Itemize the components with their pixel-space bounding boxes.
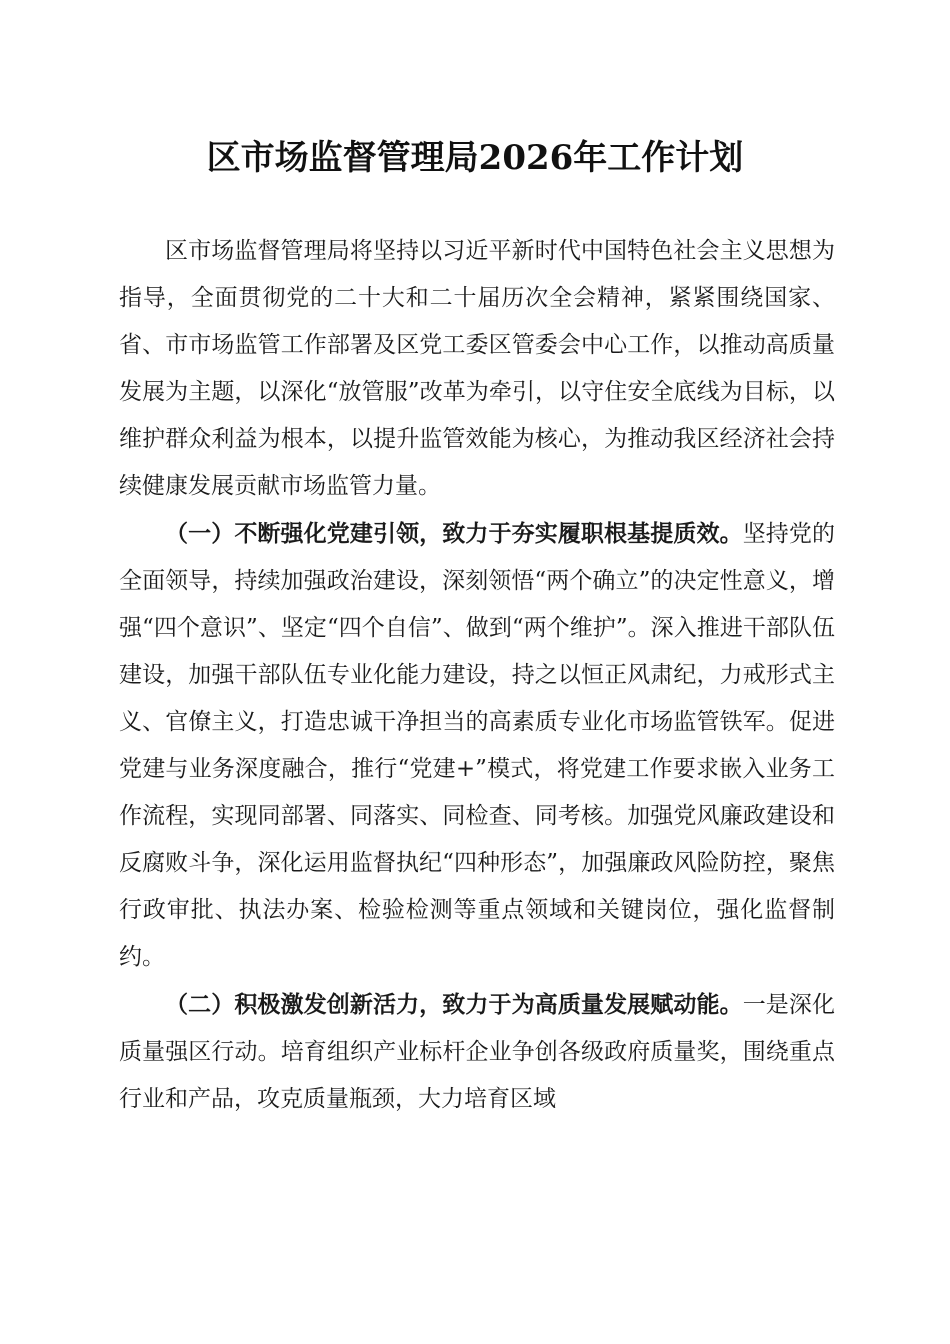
section-1-body: 坚持党的全面领导，持续加强政治建设，深刻领悟“两个确立”的决定性意义，增强“四个意识”、坚定“四个自信”、做到“两个维护”。深入推进干部队伍建设，加强干部队伍专业化能力建设，持之以恒正风肃纪，力戒形式主义、官僚主义，打造忠诚干净担当的高素质专业化市场监管铁军。促进党建与业务深度融合，推行“党建+”模式，将党建工作要求嵌入业务工作流程，实现同部署、同落实、同检查、同考核。加强党风廉政建设和反腐败斗争，深化运用监督执纪“四种形态”，加强廉政风险防控，聚焦行政审批、执法办案、检验检测等重点领域和关键岗位，强化监督制约。 — [119, 521, 836, 970]
section-2-heading: （二）积极激发创新活力，致力于为高质量发展赋动能。 — [165, 991, 743, 1018]
intro-paragraph: 区市场监督管理局将坚持以习近平新时代中国特色社会主义思想为指导，全面贯彻党的二十大和二十届历次全会精神，紧紧围绕国家、省、市市场监管工作部署及区党工委区管委会中心工作，以推动高质量发展为主题，以深化“放管服”改革为牵引，以守住安全底线为目标，以维护群众利益为根本，以提升监管效能为核心，为推动我区经济社会持续健康发展贡献市场监管力量。 — [119, 238, 835, 499]
section-1-heading: （一）不断强化党建引领，致力于夯实履职根基提质效。 — [165, 520, 743, 547]
document-title: 区市场监督管理局2026年工作计划 — [206, 138, 744, 178]
section-2-body: 一是深化质量强区行动。培育组织产业标杆企业争创各级政府质量奖，围绕重点行业和产品，攻克质量瓶颈，大力培育区域 — [119, 992, 836, 1112]
section-2-paragraph — [119, 981, 835, 1123]
document-body — [119, 228, 835, 1123]
section-1-paragraph — [119, 510, 835, 981]
